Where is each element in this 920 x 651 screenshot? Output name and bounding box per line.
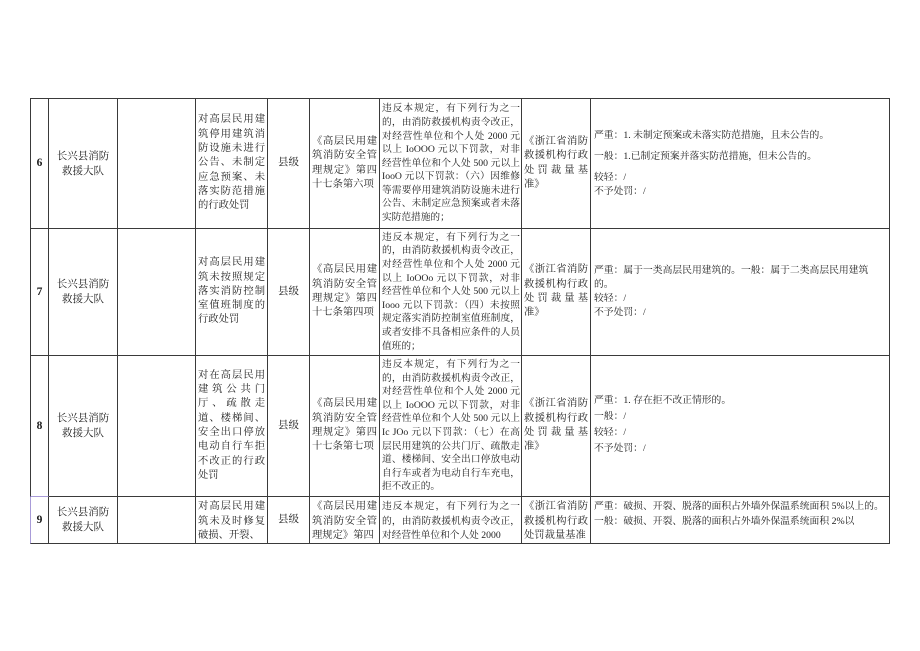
cell-standard — [522, 356, 591, 497]
discretion-exempt: 不予处罚：/ — [594, 307, 646, 318]
discretion-standard: 《浙江省消防救援机构行政处罚裁量基准》 — [524, 264, 588, 319]
cell-basis — [310, 497, 380, 544]
discretion-general: 一般：/ — [594, 411, 627, 422]
discretion-list — [591, 394, 889, 458]
authority-level: 县级 — [278, 285, 299, 297]
discretion-minor: 较轻：/ — [594, 293, 627, 304]
discretion-list — [591, 497, 889, 529]
discretion-serious: 严重：1. 未制定预案或未落实防范措施，且未公告的。 — [594, 129, 830, 141]
cell-blank — [118, 497, 196, 544]
cell-number — [30, 229, 49, 356]
cell-number — [30, 99, 49, 229]
implementing-unit: 长兴县消防救援大队 — [56, 150, 110, 177]
implementing-unit: 长兴县消防救援大队 — [56, 507, 110, 533]
cell-number — [30, 356, 49, 497]
cell-level — [268, 99, 310, 229]
cell-provision — [380, 356, 522, 497]
cell-item — [196, 229, 268, 356]
cell-basis — [310, 229, 380, 356]
cell-provision — [380, 229, 522, 356]
cell-item — [196, 99, 268, 229]
cell-item — [196, 356, 268, 497]
cell-level — [268, 229, 310, 356]
implementing-unit: 长兴县消防救援大队 — [56, 413, 110, 439]
penalty-item: 对高层民用建筑未按照规定落实消防控制室值班制度的行政处罚 — [198, 257, 265, 326]
discretion-minor: 较轻：/ — [594, 171, 627, 183]
discretion-list — [591, 264, 889, 320]
legal-basis: 《高层民用建筑消防安全管理规定》第四十七条第七项 — [312, 398, 377, 453]
legal-basis: 《高层民用建筑消防安全管理规定》第四十七条第六项 — [312, 135, 377, 190]
penalty-item: 对高层民用建筑未及时修复破损、开裂、 — [198, 501, 265, 542]
legal-basis: 《高层民用建筑消防安全管理规定》第四十七条第四项 — [312, 264, 377, 319]
cell-discretion — [591, 229, 890, 356]
cell-level — [268, 356, 310, 497]
cell-blank — [118, 356, 196, 497]
cell-unit — [49, 497, 118, 544]
cell-discretion — [591, 497, 890, 544]
cell-blank — [118, 229, 196, 356]
discretion-serious: 严重：1. 存在拒不改正情形的。 — [594, 395, 732, 406]
authority-level: 县级 — [278, 157, 299, 169]
discretion-standard: 《浙江省消防救援机构行政处罚裁量基准》 — [524, 398, 588, 453]
penalty-item: 对在高层民用建筑公共门厅、疏散走道、楼梯间、安全出口停放电动自行车拒不改正的行政处罚 — [198, 369, 265, 481]
row-number: 9 — [36, 513, 43, 526]
cell-provision — [380, 99, 522, 229]
cell-basis — [310, 99, 380, 229]
penalty-item: 对高层民用建筑停用建筑消防设施未进行公告、未制定应急预案、未落实防范措施的行政处罚 — [198, 114, 265, 212]
discretion-serious: 严重：破损、开裂、脱落的面积占外墙外保温系统面积 5%以上的。 — [594, 501, 884, 512]
discretion-list — [591, 129, 889, 199]
cell-standard — [522, 497, 591, 544]
discretion-general: 一般：1.已制定预案并落实防范措施，但未公告的。 — [594, 150, 817, 162]
cell-discretion — [591, 99, 890, 229]
cell-standard — [522, 229, 591, 356]
legal-basis: 《高层民用建筑消防安全管理规定》第四 — [312, 501, 377, 542]
authority-level: 县级 — [278, 513, 299, 525]
penalty-discretion-table — [30, 98, 890, 544]
cell-item — [196, 497, 268, 544]
authority-level: 县级 — [278, 419, 299, 431]
discretion-minor: 较轻：/ — [594, 427, 627, 438]
cell-level — [268, 497, 310, 544]
legal-provision: 违反本规定，有下列行为之一的，由消防救援机构责令改正，对经营性单位和个人处 2000 元以上 IoOOo 元以下罚款，对非经营性单位和个人处 500 元以上 Iooo 元以下罚款：（四）未按照规定落实消防控制室值班制度，或者安排不具备相应条件的人员值班的； — [382, 231, 520, 352]
cell-standard — [522, 99, 591, 229]
discretion-exempt: 不予处罚：/ — [594, 185, 646, 197]
row-number: 7 — [36, 285, 43, 298]
discretion-standard: 《浙江省消防救援机构行政处罚裁量基准》 — [524, 135, 588, 190]
legal-provision: 违反本规定，有下列行为之一的，由消防救援机构责令改正，对经营性单位和个人处 2000 — [382, 501, 520, 542]
cell-provision — [380, 497, 522, 544]
discretion-serious-general: 严重：属于一类高层民用建筑的。一般：属于二类高层民用建筑的。 — [594, 265, 869, 290]
row-number: 8 — [36, 419, 43, 432]
cell-unit — [49, 99, 118, 229]
cell-basis — [310, 356, 380, 497]
discretion-exempt: 不予处罚：/ — [594, 443, 646, 454]
cell-unit — [49, 229, 118, 356]
cell-unit — [49, 356, 118, 497]
cell-number — [30, 497, 49, 544]
legal-provision: 违反本规定，有下列行为之一的，由消防救援机构责令改正，对经营性单位和个人处 2000 元以上 IoOOO 元以下罚款，对非经营性单位和个人处 500 元以上 IooO 元以下罚款：（六）因维修等需要停用建筑消防设施未进行公告、未制定应急预案或者未落实防范措施的； — [382, 103, 520, 224]
cell-blank — [118, 99, 196, 229]
legal-provision: 违反本规定，有下列行为之一的，由消防救援机构责令改正，对经营性单位和个人处 2000 元以上 IoOOO 元以下罚款，对非经营性单位和个人处 500 元以上 Ic JOo 元以下罚款：（七）在高层民用建筑的公共门厅、疏散走道、楼梯间、安全出口停放电动自行车或者为电动自行车充电，拒不改正的。 — [382, 359, 520, 493]
discretion-general: 一般：破损、开裂、脱落的面积占外墙外保温系统面积 2%以 — [594, 515, 855, 527]
discretion-standard: 《浙江省消防救援机构行政处罚裁量基准 — [524, 501, 588, 542]
row-number: 6 — [36, 157, 43, 170]
implementing-unit: 长兴县消防救援大队 — [56, 279, 110, 305]
cell-discretion — [591, 356, 890, 497]
